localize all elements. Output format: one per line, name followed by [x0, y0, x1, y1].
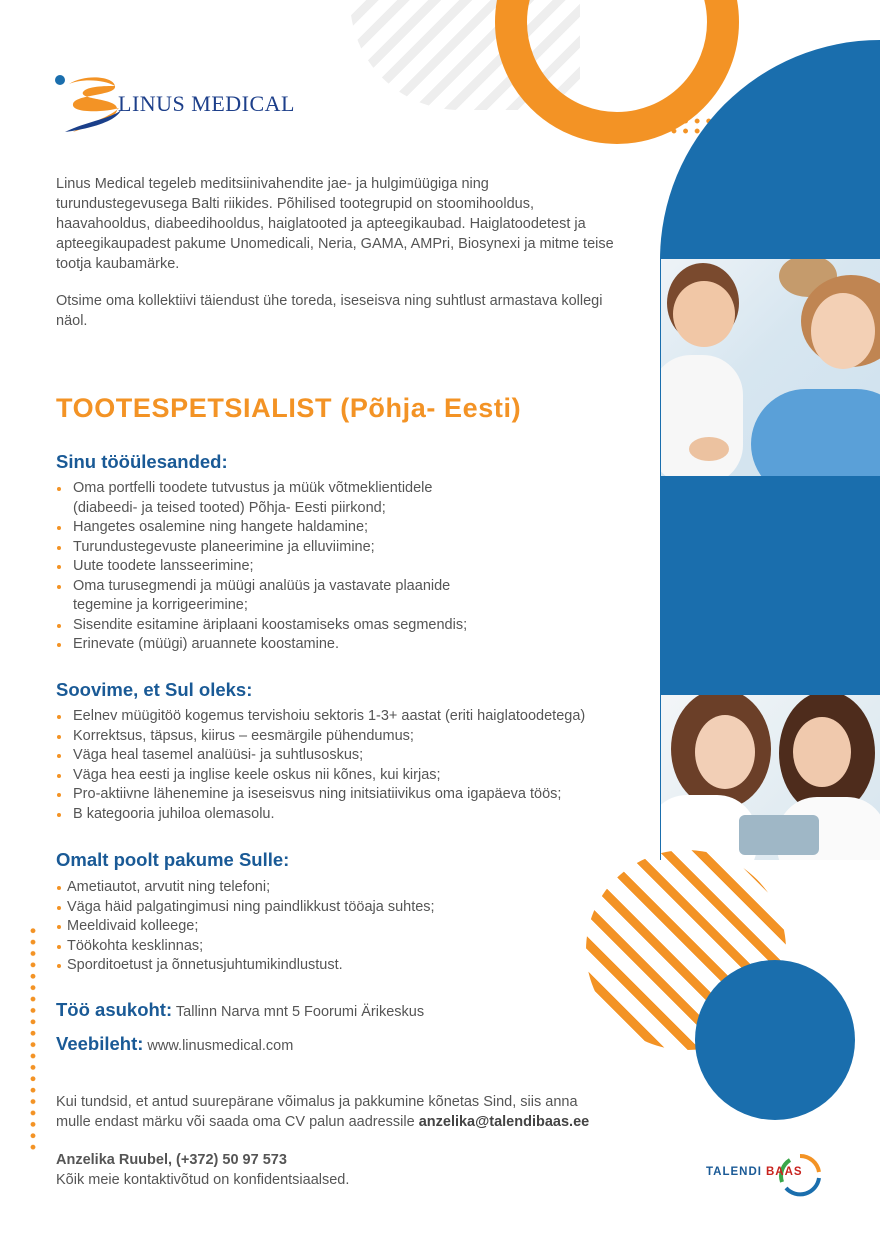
list-item: B kategooria juhiloa olemasolu.	[56, 805, 646, 825]
offer-heading: Omalt poolt pakume Sulle:	[56, 849, 290, 870]
list-item: Hangetes osalemine ning hangete haldamine;	[56, 518, 496, 538]
tasks-heading: Sinu tööülesanded:	[56, 451, 228, 472]
intro-paragraph-2: Otsime oma kollektiivi täiendust ühe toreda, iseseisva ning suhtlust armastava kollegi näol.	[56, 293, 603, 329]
list-item: Erinevate (müügi) aruannete koostamine.	[56, 635, 496, 655]
list-item: Sporditoetust ja õnnetusjuhtumikindlustust.	[56, 956, 576, 976]
company-logo-text: LINUS MEDICAL	[118, 91, 295, 116]
offer-list	[56, 878, 576, 976]
list-item: Väga hea eesti ja inglise keele oskus nii kõnes, kui kirjas;	[56, 766, 646, 786]
blue-circle-decoration	[695, 960, 855, 1120]
list-item: Oma portfelli toodete tutvustus ja müük võtmeklientidele (diabeedi- ja teised tooted) Põhja- Eesti piirkond;	[56, 479, 496, 518]
orange-dot-column-decoration	[27, 925, 39, 1150]
job-title: TOOTESPETSIALIST (Põhja- Eesti)	[56, 393, 522, 423]
location-label: Töö asukoht:	[56, 999, 173, 1020]
contact-name: Anzelika Ruubel, (+372) 50 97 573	[56, 1152, 287, 1168]
requirements-heading: Soovime, et Sul oleks:	[56, 679, 253, 700]
list-item: Pro-aktiivne lähenemine ja iseseisvus ning initsiatiivikus oma igapäeva töös;	[56, 785, 646, 805]
list-item: Eelnev müügitöö kogemus tervishoiu sektoris 1-3+ aastat (eriti haiglatoodetega)	[56, 707, 646, 727]
talendibaas-logo	[706, 1150, 836, 1200]
talendibaas-part2: BAAS	[765, 1166, 803, 1178]
requirements-list	[56, 707, 646, 824]
list-item: Oma turusegmendi ja müügi analüüs ja vastavate plaanide tegemine ja korrigeerimine;	[56, 577, 496, 616]
website-link[interactable]: www.linusmedical.com	[147, 1038, 294, 1054]
talendibaas-text	[706, 1166, 803, 1178]
tasks-list	[56, 479, 496, 655]
confidentiality-note: Kõik meie kontaktivõtud on konfidentsiaalsed.	[56, 1172, 350, 1188]
photo-nurse-with-child	[661, 259, 880, 476]
talendibaas-part1: TALENDI	[706, 1166, 762, 1178]
list-item: Töökohta kesklinnas;	[56, 937, 576, 957]
apply-text: Kui tundsid, et antud suurepärane võimalus ja pakkumine kõnetas Sind, siis anna mulle endast märku või saada oma CV palun aadressile	[56, 1094, 578, 1130]
website-label: Veebileht:	[56, 1033, 144, 1054]
list-item: Meeldivaid kolleege;	[56, 917, 576, 937]
list-item: Väga heal tasemel analüüsi- ja suhtlusoskus;	[56, 746, 646, 766]
intro-paragraph: Linus Medical tegeleb meditsiinivahendite jae- ja hulgimüügiga ning turundustegevusega Balti riikides. Põhilised tootegrupid on stoomihooldus, haavahooldus, diabeedihooldus, haiglatooted ja apteegikaubad. Haiglatoodetest ja apteegikaupadest pakume Unomedicali, Neria, GAMA, AMPri, Biosynexi ja mitme teise tootja kaubamärke.	[56, 176, 614, 272]
apply-paragraph	[56, 1092, 616, 1132]
list-item: Väga häid palgatingimusi ning paindlikkust tööaja suhtes;	[56, 898, 576, 918]
list-item: Sisendite esitamine äriplaani koostamiseks omas segmendis;	[56, 616, 496, 636]
location-value: Tallinn Narva mnt 5 Foorumi Ärikeskus	[175, 1004, 425, 1020]
photo-doctors-with-tablet	[661, 695, 880, 860]
location-line	[56, 999, 424, 1021]
list-item: Uute toodete lansseerimine;	[56, 557, 496, 577]
website-line	[56, 1033, 293, 1055]
list-item: Ametiautot, arvutit ning telefoni;	[56, 878, 576, 898]
list-item: Turundustegevuste planeerimine ja elluviimine;	[56, 538, 496, 558]
list-item: Korrektsus, täpsus, kiirus – eesmärgile pühendumus;	[56, 727, 646, 747]
apply-email-link[interactable]: anzelika@talendibaas.ee	[418, 1114, 590, 1130]
